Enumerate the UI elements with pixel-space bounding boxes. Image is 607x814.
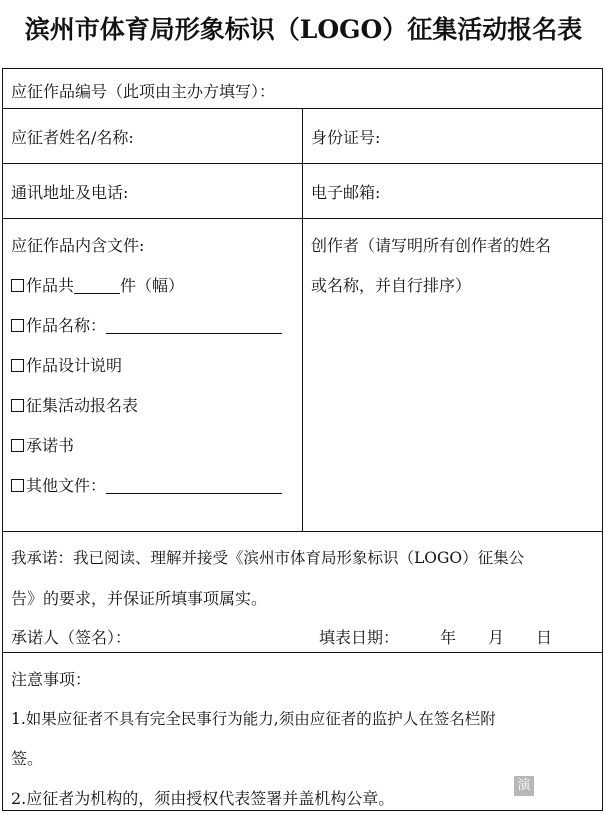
checkbox-registration-form[interactable] bbox=[11, 399, 24, 412]
row-notes bbox=[3, 653, 602, 810]
file-item-pledge-letter: 承诺书 bbox=[11, 433, 74, 456]
row-pledge bbox=[3, 532, 602, 653]
creators-label-line1: 创作者（请写明所有创作者的姓名 bbox=[311, 236, 552, 255]
checkbox-other[interactable] bbox=[11, 479, 24, 492]
pledge-text-line2: 告》的要求，并保证所填事项属实。 bbox=[11, 589, 268, 608]
checkbox-design-notes[interactable] bbox=[11, 359, 24, 372]
files-cell bbox=[3, 219, 303, 531]
date-year[interactable]: 年 bbox=[440, 628, 457, 647]
note-1-line2: 签。 bbox=[11, 749, 44, 768]
signer-label[interactable]: 承诺人（签名）： bbox=[11, 628, 132, 647]
count-blank[interactable] bbox=[74, 293, 120, 294]
other-files-blank[interactable] bbox=[106, 493, 282, 494]
pledge-text-line1: 我承诺：我已阅读、理解并接受《滨州市体育局形象标识（LOGO）征集公 bbox=[11, 549, 525, 567]
id-number-label: 身份证号: bbox=[311, 128, 381, 147]
file-item-title: 作品名称： bbox=[11, 313, 282, 336]
date-day[interactable]: 日 bbox=[536, 628, 553, 647]
email-cell[interactable] bbox=[303, 164, 602, 218]
pledge-cell bbox=[3, 532, 602, 652]
entry-number-label: 应征作品编号（此项由主办方填写）： bbox=[11, 82, 276, 101]
date-label: 填表日期： bbox=[319, 628, 400, 647]
creators-cell[interactable] bbox=[303, 219, 602, 531]
form-title: 滨州市体育局形象标识（LOGO）征集活动报名表 bbox=[24, 15, 583, 44]
note-1-line1: 1.如果应征者不具有完全民事行为能力,须由应征者的监护人在签名栏附 bbox=[11, 710, 496, 728]
row-contact bbox=[3, 164, 602, 219]
note-2: 2.应征者为机构的，须由授权代表签署并盖机构公章。 bbox=[11, 789, 395, 808]
file-item-count: 作品共 件（幅） bbox=[11, 273, 184, 296]
notes-heading: 注意事项： bbox=[11, 670, 92, 689]
entry-number-cell[interactable] bbox=[3, 69, 602, 108]
row-applicant bbox=[3, 109, 602, 164]
title-blank[interactable] bbox=[106, 333, 282, 334]
id-number-cell[interactable] bbox=[303, 109, 602, 163]
checkbox-pledge-letter[interactable] bbox=[11, 439, 24, 452]
row-entry-number bbox=[3, 69, 602, 109]
checkbox-count[interactable] bbox=[11, 279, 24, 292]
file-item-design-notes: 作品设计说明 bbox=[11, 353, 122, 376]
files-heading: 应征作品内含文件: bbox=[11, 236, 145, 255]
checkbox-title[interactable] bbox=[11, 319, 24, 332]
address-phone-label: 通讯地址及电话: bbox=[11, 183, 129, 202]
watermark-icon: 演 bbox=[514, 776, 534, 796]
notes-cell bbox=[3, 653, 602, 810]
row-files-creators bbox=[3, 219, 602, 532]
creators-label-line2: 或名称，并自行排序） bbox=[311, 276, 472, 295]
registration-form-table bbox=[2, 68, 603, 811]
applicant-name-label: 应征者姓名/名称: bbox=[11, 128, 134, 147]
file-item-registration-form: 征集活动报名表 bbox=[11, 393, 138, 416]
file-item-other: 其他文件： bbox=[11, 473, 282, 496]
address-phone-cell[interactable] bbox=[3, 164, 303, 218]
email-label: 电子邮箱: bbox=[311, 183, 381, 202]
date-month[interactable]: 月 bbox=[488, 628, 505, 647]
applicant-name-cell[interactable] bbox=[3, 109, 303, 163]
